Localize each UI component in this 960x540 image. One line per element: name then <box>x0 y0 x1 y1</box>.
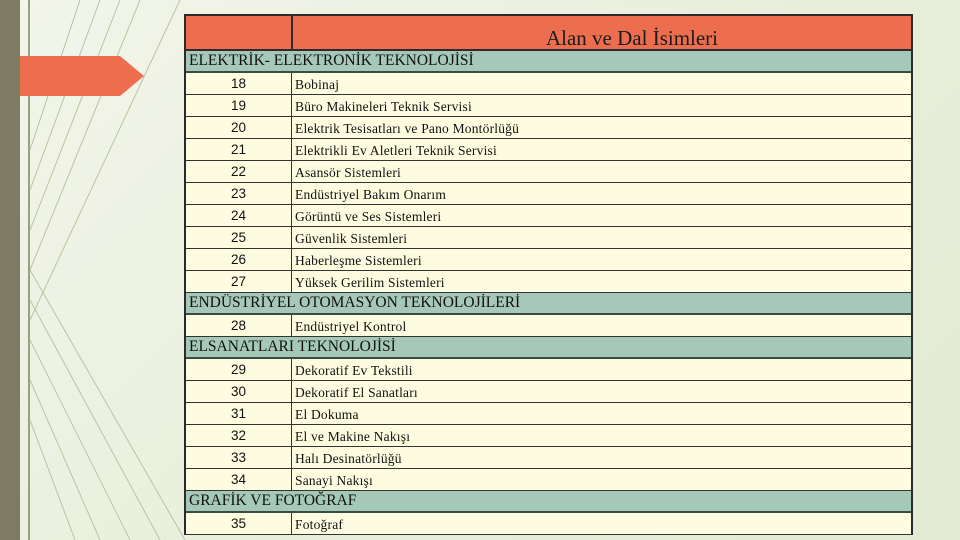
table-row <box>186 447 911 469</box>
table-row <box>186 403 911 425</box>
row-number: 19 <box>186 95 292 116</box>
row-number: 20 <box>186 117 292 138</box>
row-name: El Dokuma <box>295 407 359 422</box>
row-name: Dekoratif El Sanatları <box>295 385 418 400</box>
row-name: Haberleşme Sistemleri <box>295 253 422 268</box>
row-name: Endüstriyel Kontrol <box>295 319 407 334</box>
row-number: 18 <box>186 73 292 94</box>
row-name: Görüntü ve Ses Sistemleri <box>295 209 442 224</box>
table-header-title: Alan ve Dal İsimleri <box>545 26 719 50</box>
row-name: Dekoratif Ev Tekstili <box>295 363 413 378</box>
row-name: Halı Desinatörlüğü <box>295 451 402 466</box>
row-number: 22 <box>186 161 292 182</box>
table-row <box>186 139 911 161</box>
row-name: Elektrikli Ev Aletleri Teknik Servisi <box>295 143 497 158</box>
table-row <box>186 359 911 381</box>
row-name: Güvenlik Sistemleri <box>295 231 408 246</box>
section-header: ELSANATLARI TEKNOLOJİSİ <box>186 337 911 359</box>
table-row <box>186 469 911 491</box>
row-number: 28 <box>186 315 292 336</box>
section-header: ELEKTRİK- ELEKTRONİK TEKNOLOJİSİ <box>186 51 911 73</box>
row-name: Bobinaj <box>295 77 340 92</box>
row-number: 34 <box>186 469 292 490</box>
row-number: 31 <box>186 403 292 424</box>
table-header <box>186 14 911 51</box>
table-row <box>186 117 911 139</box>
section-header: GRAFİK VE FOTOĞRAF <box>186 491 911 513</box>
row-number: 32 <box>186 425 292 446</box>
row-number: 29 <box>186 359 292 380</box>
table-row <box>186 381 911 403</box>
row-number: 25 <box>186 227 292 248</box>
row-number: 30 <box>186 381 292 402</box>
table-row <box>186 73 911 95</box>
row-number: 27 <box>186 271 292 292</box>
row-name: Büro Makineleri Teknik Servisi <box>295 99 472 114</box>
table-row <box>186 95 911 117</box>
table-row <box>186 315 911 337</box>
header-num-cell <box>186 16 293 49</box>
table-row <box>186 161 911 183</box>
row-name: Endüstriyel Bakım Onarım <box>295 187 447 202</box>
row-number: 33 <box>186 447 292 468</box>
row-number: 23 <box>186 183 292 204</box>
row-number: 21 <box>186 139 292 160</box>
row-name: Elektrik Tesisatları ve Pano Montörlüğü <box>295 121 520 136</box>
alan-dal-table <box>184 14 913 535</box>
table-row <box>186 271 911 293</box>
row-name: Sanayi Nakışı <box>295 473 373 488</box>
row-name: Asansör Sistemleri <box>295 165 401 180</box>
row-name: Yüksek Gerilim Sistemleri <box>295 275 445 290</box>
table-row <box>186 425 911 447</box>
table-row <box>186 249 911 271</box>
table-row <box>186 205 911 227</box>
row-number: 26 <box>186 249 292 270</box>
table-row <box>186 227 911 249</box>
row-number: 35 <box>186 513 292 534</box>
row-name: El ve Makine Nakışı <box>295 429 411 444</box>
section-header: ENDÜSTRİYEL OTOMASYON TEKNOLOJİLERİ <box>186 293 911 315</box>
table-row <box>186 183 911 205</box>
row-number: 24 <box>186 205 292 226</box>
row-name: Fotoğraf <box>295 517 344 532</box>
left-side-bar <box>0 0 20 540</box>
table-row <box>186 513 911 535</box>
arrow-tab <box>20 56 144 96</box>
